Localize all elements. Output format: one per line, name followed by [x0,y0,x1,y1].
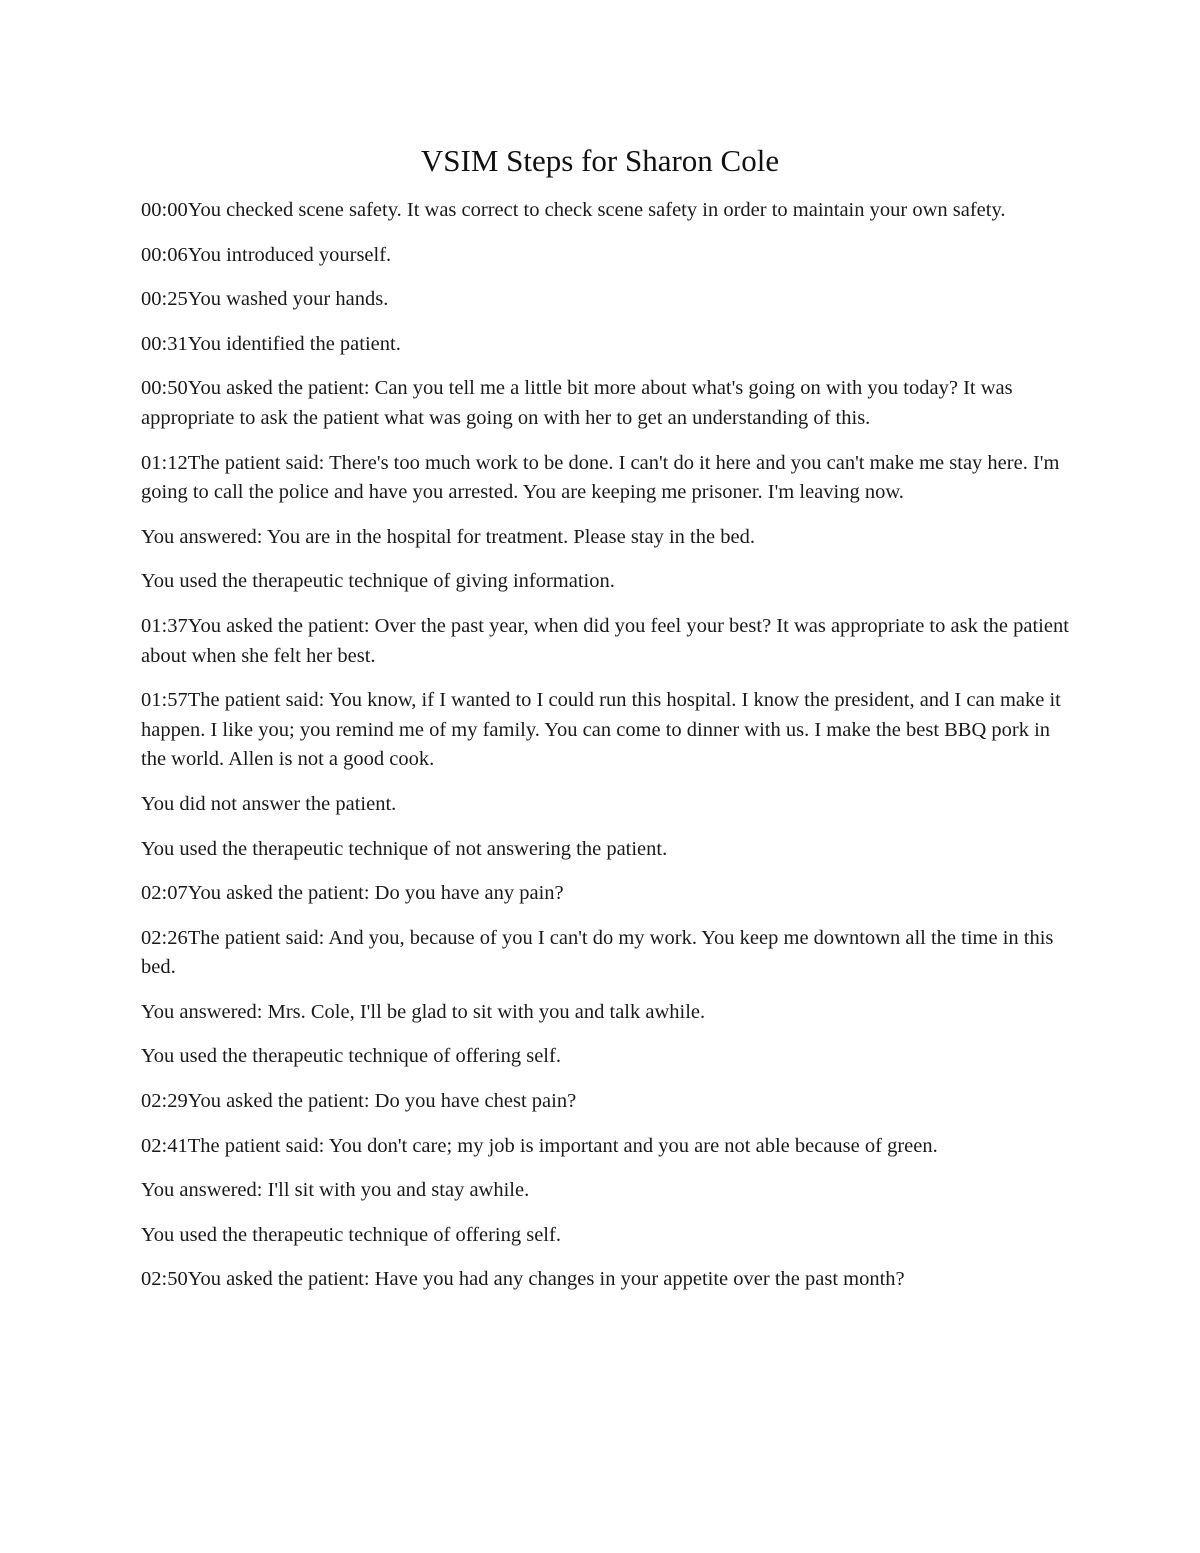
entry-text: The patient said: You don't care; my job is important and you are not able because of green. [187,1134,938,1157]
transcript-entry [141,196,1071,226]
entry-timestamp: 02:41 [141,1134,188,1157]
entry-text: You washed your hands. [187,288,389,311]
entry-text: You asked the patient: Do you have chest pain? [187,1090,577,1113]
entry-text: You used the therapeutic technique of offering self. [141,1223,561,1246]
entry-text: You used the therapeutic technique of giving information. [141,570,615,593]
transcript-entry [141,523,1071,553]
entry-text: You checked scene safety. It was correct to check scene safety in order to maintain your own safety. [187,199,1006,221]
entry-text: You introduced yourself. [187,243,392,266]
entry-text: You used the therapeutic technique of not answering the patient. [141,837,668,860]
transcript-entry [141,612,1071,671]
transcript-entry [141,1265,1071,1295]
entry-timestamp: 02:29 [141,1090,188,1113]
transcript-entry [141,285,1071,315]
entry-timestamp: 00:06 [141,243,188,266]
transcript-entry [141,1087,1071,1117]
entry-timestamp: 02:07 [141,882,188,905]
entry-timestamp: 01:57 [141,689,188,712]
entry-timestamp: 00:31 [141,332,188,355]
entry-text: The patient said: There's too much work to be done. I can't do it here and you can't make me stay here. I'm going to call the police and have you arrested. You are keeping me prisoner. I'm leaving now. [141,451,1060,504]
transcript-entry [141,1132,1071,1162]
entry-timestamp: 02:26 [141,926,188,949]
transcript-entry [141,449,1071,508]
entry-text: You used the therapeutic technique of offering self. [141,1045,561,1068]
entry-text: You asked the patient: Do you have any pain? [187,882,564,905]
entry-timestamp: 01:12 [141,451,188,474]
transcript-entry [141,998,1071,1028]
transcript-entry [141,330,1071,360]
entry-timestamp: 00:25 [141,288,188,311]
entry-text: You identified the patient. [187,332,401,355]
transcript-entry [141,835,1071,865]
entry-text: You answered: I'll sit with you and stay awhile. [141,1179,530,1202]
entry-text: You asked the patient: Over the past year, when did you feel your best? It was appropriate to ask the patient about when she felt her best. [141,614,1069,667]
entry-text: The patient said: And you, because of you I can't do my work. You keep me downtown all the time in this bed. [141,926,1054,979]
transcript-entry [141,1042,1071,1072]
transcript-entry [141,1221,1071,1251]
transcript-entry [141,790,1071,820]
entry-timestamp: 02:50 [141,1268,188,1291]
entry-timestamp: 01:37 [141,614,188,637]
transcript-entries [141,196,1071,1310]
entry-text: The patient said: You know, if I wanted to I could run this hospital. I know the president, and I can make it happen. I like you; you remind me of my family. You can come to dinner with us. I make the best BBQ pork in the world. Allen is not a good cook. [141,689,1061,771]
document-title: VSIM Steps for Sharon Cole [420,143,780,178]
transcript-entry [141,879,1071,909]
entry-timestamp: 00:00 [141,199,188,221]
entry-text: You answered: You are in the hospital for treatment. Please stay in the bed. [141,525,755,548]
transcript-entry [141,1176,1071,1206]
entry-text: You did not answer the patient. [141,792,397,815]
transcript-entry [141,241,1071,271]
entry-text: You answered: Mrs. Cole, I'll be glad to sit with you and talk awhile. [141,1000,706,1023]
transcript-entry [141,567,1071,597]
entry-text: You asked the patient: Can you tell me a little bit more about what's going on with you today? It was appropriate to ask the patient what was going on with her to get an understanding of this. [141,377,1013,429]
transcript-entry [141,686,1071,775]
entry-text: You asked the patient: Have you had any changes in your appetite over the past month? [187,1268,905,1291]
entry-timestamp: 00:50 [141,377,188,400]
transcript-entry [141,924,1071,983]
transcript-entry [141,374,1071,433]
